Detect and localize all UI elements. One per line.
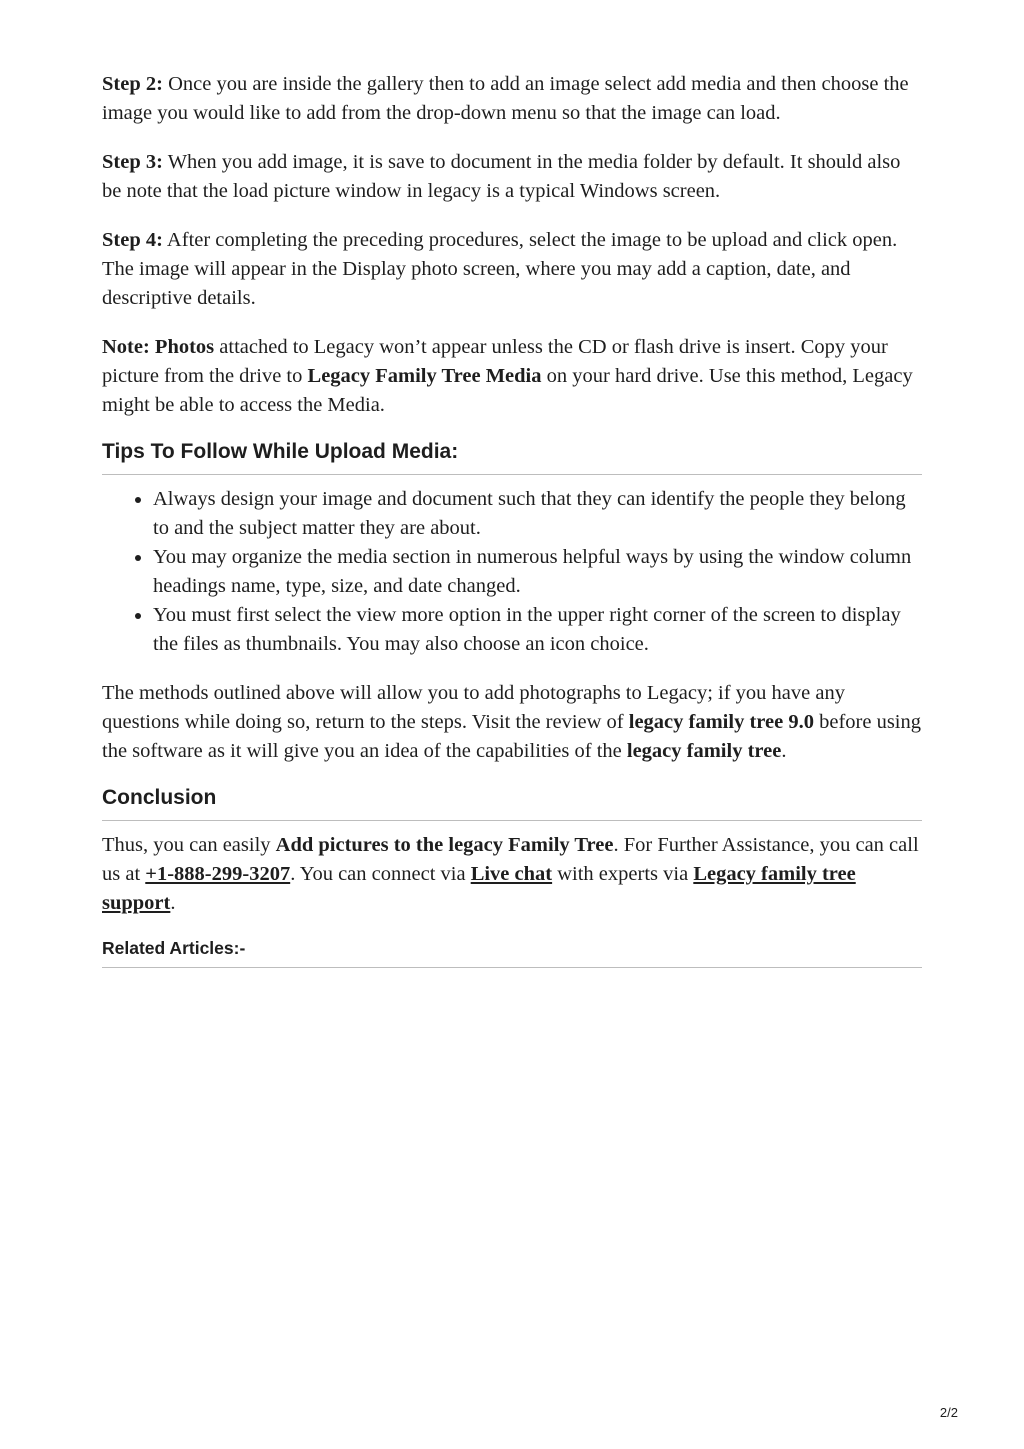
summary-paragraph bbox=[102, 679, 922, 766]
summary-text: The methods outlined above will allow you to add photographs to Legacy; if you have any questions while doing so, return to the steps. Visit the review of bbox=[102, 682, 845, 733]
conclusion-text: with experts via bbox=[552, 863, 694, 885]
step-text: After completing the preceding procedures, select the image to be upload and click open. The image will appear in the Display photo screen, where you may add a caption, date, and descriptive details. bbox=[102, 229, 898, 309]
product-keyword: legacy family tree bbox=[626, 740, 782, 762]
step-label: Step 2: bbox=[102, 73, 163, 95]
conclusion-text: Thus, you can easily bbox=[102, 834, 276, 856]
conclusion-text: . For Further Assistance, you can call us at bbox=[102, 834, 919, 885]
step-label: Step 4: bbox=[102, 229, 163, 251]
live-chat-link[interactable]: Live chat bbox=[470, 863, 553, 885]
review-keyword: legacy family tree 9.0 bbox=[628, 711, 814, 733]
conclusion-text: . bbox=[170, 892, 176, 914]
tips-heading: Tips To Follow While Upload Media: bbox=[102, 440, 922, 475]
step-text: When you add image, it is save to document in the media folder by default. It should also be note that the load picture window in legacy is a typical Windows screen. bbox=[102, 151, 901, 202]
related-articles-heading: Related Articles:- bbox=[102, 938, 922, 968]
note-text: attached to Legacy won’t appear unless the CD or flash drive is insert. Copy your picture from the drive to bbox=[102, 336, 888, 387]
tips-list bbox=[102, 485, 922, 659]
note-text: on your hard drive. Use this method, Legacy might be able to access the Media. bbox=[102, 365, 913, 416]
note-paragraph bbox=[102, 333, 922, 420]
step-4-paragraph bbox=[102, 226, 922, 313]
list-item: • Always design your image and document such that they can identify the people they belong to and the subject matter they are about. bbox=[153, 485, 922, 543]
page-number: 2/2 bbox=[939, 1405, 958, 1420]
list-item: • You must first select the view more option in the upper right corner of the screen to display the files as thumbnails. You may also choose an icon choice. bbox=[153, 601, 922, 659]
conclusion-keyword: Add pictures to the legacy Family Tree bbox=[275, 834, 614, 856]
summary-text: . bbox=[781, 740, 787, 762]
article-body bbox=[102, 70, 922, 968]
support-link[interactable]: Legacy family tree support bbox=[102, 863, 856, 914]
phone-link[interactable]: +1-888-299-3207 bbox=[145, 863, 291, 885]
list-item: • You may organize the media section in numerous helpful ways by using the window column headings name, type, size, and date changed. bbox=[153, 543, 922, 601]
conclusion-paragraph bbox=[102, 831, 922, 918]
step-label: Step 3: bbox=[102, 151, 163, 173]
step-2-paragraph bbox=[102, 70, 922, 128]
conclusion-heading: Conclusion bbox=[102, 786, 922, 821]
step-text: Once you are inside the gallery then to add an image select add media and then choose the image you would like to add from the drop-down menu so that the image can load. bbox=[102, 73, 909, 124]
summary-text: before using the software as it will give you an idea of the capabilities of the bbox=[102, 711, 921, 762]
note-label: Note: Photos bbox=[102, 336, 215, 358]
step-3-paragraph bbox=[102, 148, 922, 206]
conclusion-text: . You can connect via bbox=[290, 863, 471, 885]
media-folder-name: Legacy Family Tree Media bbox=[307, 365, 542, 387]
